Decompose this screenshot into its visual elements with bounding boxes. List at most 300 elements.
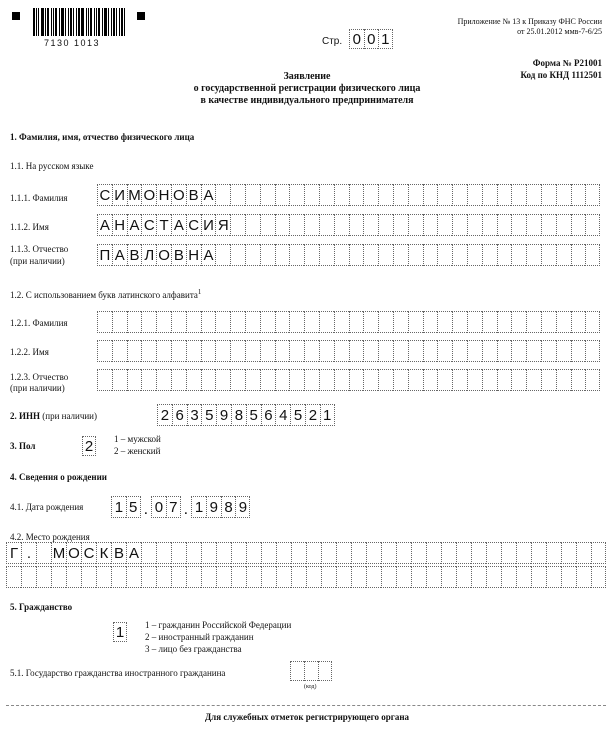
place-cell: О — [66, 542, 81, 564]
char-cell — [437, 369, 452, 391]
char-cell — [423, 184, 438, 206]
inn-digit-cell: 6 — [172, 404, 187, 426]
char-cell: Н — [186, 244, 201, 266]
char-cell — [571, 311, 586, 333]
char-cell — [245, 311, 260, 333]
date-digit-cell: 9 — [206, 496, 221, 518]
char-cell — [289, 244, 304, 266]
char-cell — [319, 340, 334, 362]
gender-label: 3. Пол — [10, 441, 36, 451]
code-cell — [304, 661, 318, 681]
char-cell — [363, 311, 378, 333]
char-cell — [482, 369, 497, 391]
page-label: Стр. — [322, 36, 343, 47]
char-cell — [571, 340, 586, 362]
place-cell — [546, 542, 561, 564]
char-cell — [363, 340, 378, 362]
char-cell — [186, 311, 201, 333]
date-digit-cell: 1 — [111, 496, 126, 518]
barcode-bar — [76, 8, 77, 36]
foreign-country-label: 5.1. Государство гражданства иностранного гражданина — [10, 668, 226, 678]
title-line1: Заявление — [283, 71, 331, 82]
char-cell — [156, 311, 171, 333]
char-cell — [556, 244, 571, 266]
place-cell — [36, 542, 51, 564]
place-cell — [411, 542, 426, 564]
char-cell — [289, 369, 304, 391]
char-cell: Л — [141, 244, 156, 266]
char-cell — [526, 369, 541, 391]
char-cell — [230, 214, 245, 236]
char-cell — [141, 340, 156, 362]
char-cell — [215, 369, 230, 391]
place-cell — [471, 566, 486, 588]
char-cell — [423, 340, 438, 362]
char-cell: А — [201, 244, 216, 266]
inn-label — [10, 411, 97, 421]
barcode-bar — [96, 8, 97, 36]
inn-digit-cell: 2 — [305, 404, 320, 426]
char-cell — [526, 311, 541, 333]
date-digit-cell: 0 — [151, 496, 166, 518]
place-cell — [141, 566, 156, 588]
char-cell — [452, 184, 467, 206]
place-cell — [546, 566, 561, 588]
char-cell — [201, 311, 216, 333]
char-cell — [452, 340, 467, 362]
section1-sub-ru: 1.1. На русском языке — [10, 161, 94, 171]
birth-date-field[interactable] — [111, 495, 250, 519]
place-cell: М — [51, 542, 66, 564]
char-cell: В — [186, 184, 201, 206]
patronymic-field[interactable] — [97, 244, 600, 266]
place-cell — [396, 566, 411, 588]
char-cell — [186, 369, 201, 391]
char-cell — [230, 340, 245, 362]
place-cell — [351, 566, 366, 588]
place-cell — [441, 566, 456, 588]
barcode-bar — [102, 8, 103, 36]
char-cell: О — [141, 184, 156, 206]
place-cell — [531, 566, 546, 588]
surname-label: 1.1.1. Фамилия — [10, 193, 68, 203]
place-cell: . — [21, 542, 36, 564]
barcode-bar — [45, 8, 46, 36]
name-label: 1.1.2. Имя — [10, 222, 49, 232]
char-cell — [215, 244, 230, 266]
char-cell — [127, 340, 142, 362]
place-cell — [336, 566, 351, 588]
place-cell — [291, 566, 306, 588]
barcode-bar — [33, 8, 35, 36]
place-cell — [426, 542, 441, 564]
place-cell — [486, 566, 501, 588]
place-cell — [231, 542, 246, 564]
char-cell — [245, 369, 260, 391]
char-cell — [363, 214, 378, 236]
date-separator: . — [183, 501, 189, 518]
citizenship-opt3: 3 – лицо без гражданства — [145, 644, 242, 654]
place-cell — [156, 566, 171, 588]
barcode-bar — [65, 8, 66, 36]
char-cell — [541, 311, 556, 333]
char-cell: Н — [112, 214, 127, 236]
citizenship-heading: 5. Гражданство — [10, 602, 73, 612]
char-cell — [408, 244, 423, 266]
place-cell — [516, 566, 531, 588]
char-cell — [541, 369, 556, 391]
lat-patronymic-field[interactable] — [97, 369, 600, 391]
char-cell — [393, 369, 408, 391]
title-line3: в качестве индивидуального предпринимателя — [200, 95, 414, 106]
corner-marker-left — [12, 12, 20, 20]
gender-opt2: 2 – женский — [114, 446, 161, 456]
char-cell — [393, 340, 408, 362]
place-cell — [21, 566, 36, 588]
place-cell — [591, 542, 606, 564]
place-cell — [261, 566, 276, 588]
char-cell — [437, 311, 452, 333]
char-cell — [585, 311, 600, 333]
appendix-line2: от 25.01.2012 ммв-7-6/25 — [517, 27, 602, 36]
place-cell — [501, 566, 516, 588]
char-cell: Я — [215, 214, 230, 236]
page-number-field — [349, 29, 393, 49]
place-cell — [246, 566, 261, 588]
place-cell — [576, 542, 591, 564]
inn-digit-cell: 4 — [275, 404, 290, 426]
char-cell — [423, 214, 438, 236]
place-cell: С — [81, 542, 96, 564]
place-cell — [291, 542, 306, 564]
char-cell — [467, 369, 482, 391]
char-cell: А — [112, 244, 127, 266]
birth-day[interactable] — [111, 496, 141, 518]
char-cell — [571, 184, 586, 206]
place-cell — [381, 566, 396, 588]
char-cell — [482, 244, 497, 266]
char-cell — [556, 369, 571, 391]
place-cell — [441, 542, 456, 564]
char-cell — [497, 340, 512, 362]
char-cell — [260, 244, 275, 266]
char-cell — [585, 214, 600, 236]
char-cell — [511, 311, 526, 333]
place-cell — [561, 542, 576, 564]
barcode-bar — [108, 8, 109, 36]
barcode-bar — [38, 8, 39, 36]
form-number: Форма № Р21001 — [532, 58, 602, 68]
char-cell — [393, 214, 408, 236]
char-cell: С — [186, 214, 201, 236]
char-cell — [378, 184, 393, 206]
place-cell — [426, 566, 441, 588]
place-cell — [366, 566, 381, 588]
char-cell — [585, 340, 600, 362]
char-cell: А — [127, 214, 142, 236]
char-cell — [215, 311, 230, 333]
place-cell — [486, 542, 501, 564]
char-cell — [393, 244, 408, 266]
gender-opt1: 1 – мужской — [114, 434, 161, 444]
appendix-line1: Приложение № 13 к Приказу ФНС России — [457, 17, 602, 26]
char-cell — [97, 311, 112, 333]
char-cell — [112, 340, 127, 362]
char-cell — [571, 244, 586, 266]
char-cell: В — [171, 244, 186, 266]
char-cell: Н — [156, 184, 171, 206]
char-cell — [378, 340, 393, 362]
patronymic-label: 1.1.3. Отчество — [10, 244, 69, 254]
char-cell — [452, 369, 467, 391]
inn-label-num: 2. ИНН — [10, 411, 41, 421]
citizenship-field[interactable] — [113, 622, 127, 642]
code-cell — [290, 661, 304, 681]
char-cell — [97, 340, 112, 362]
barcode-bar — [124, 8, 125, 36]
char-cell — [275, 244, 290, 266]
char-cell — [482, 340, 497, 362]
place-cell — [531, 542, 546, 564]
place-cell — [216, 566, 231, 588]
char-cell — [497, 244, 512, 266]
char-cell — [127, 369, 142, 391]
char-cell — [171, 340, 186, 362]
char-cell — [408, 369, 423, 391]
place-cell: В — [111, 542, 126, 564]
char-cell — [334, 311, 349, 333]
place-cell — [171, 566, 186, 588]
birth-place-field-row1[interactable] — [6, 542, 606, 564]
char-cell — [334, 369, 349, 391]
char-cell — [127, 311, 142, 333]
char-cell — [423, 369, 438, 391]
char-cell — [482, 184, 497, 206]
char-cell: А — [171, 214, 186, 236]
char-cell — [230, 311, 245, 333]
birth-date-label: 4.1. Дата рождения — [10, 502, 84, 512]
barcode-bar — [41, 8, 44, 36]
char-cell — [260, 369, 275, 391]
char-cell — [408, 340, 423, 362]
place-cell — [231, 566, 246, 588]
char-cell — [541, 340, 556, 362]
gender-field[interactable] — [82, 436, 96, 456]
surname-field[interactable] — [97, 184, 600, 206]
char-cell — [304, 244, 319, 266]
service-notes-label: Для служебных отметок регистрирующего органа — [204, 712, 410, 722]
char-cell — [156, 340, 171, 362]
place-cell — [201, 542, 216, 564]
barcode-bar — [94, 8, 95, 36]
char-cell — [497, 184, 512, 206]
char-cell — [260, 184, 275, 206]
char-cell — [245, 340, 260, 362]
barcode-bar — [88, 8, 89, 36]
char-cell — [141, 311, 156, 333]
char-cell — [201, 369, 216, 391]
barcode-bar — [55, 8, 57, 36]
char-cell — [230, 244, 245, 266]
char-cell — [156, 369, 171, 391]
char-cell — [215, 340, 230, 362]
char-cell — [437, 244, 452, 266]
lat-name-label: 1.2.2. Имя — [10, 347, 49, 357]
char-cell — [230, 184, 245, 206]
char-cell — [437, 340, 452, 362]
char-cell — [482, 311, 497, 333]
birth-place-field-row2[interactable] — [6, 566, 606, 588]
inn-digit-cell: 3 — [187, 404, 202, 426]
char-cell — [467, 244, 482, 266]
char-cell — [112, 311, 127, 333]
place-cell — [576, 566, 591, 588]
char-cell: О — [171, 184, 186, 206]
char-cell — [275, 311, 290, 333]
birth-month[interactable] — [151, 496, 181, 518]
place-cell — [561, 566, 576, 588]
place-cell — [6, 566, 21, 588]
inn-label-hint: (при наличии) — [42, 411, 97, 421]
char-cell — [556, 340, 571, 362]
barcode-bar — [68, 8, 69, 36]
date-digit-cell: 7 — [166, 496, 181, 518]
birth-place-label: 4.2. Место рождения — [10, 532, 90, 542]
char-cell — [349, 369, 364, 391]
char-cell — [467, 184, 482, 206]
place-cell — [141, 542, 156, 564]
char-cell — [408, 311, 423, 333]
date-digit-cell: 9 — [235, 496, 250, 518]
char-cell — [556, 214, 571, 236]
place-cell: К — [96, 542, 111, 564]
char-cell — [201, 340, 216, 362]
barcode-bar — [113, 8, 115, 36]
char-cell — [334, 184, 349, 206]
page-digit-cell: 0 — [364, 29, 379, 49]
char-cell — [511, 184, 526, 206]
place-cell — [516, 542, 531, 564]
char-cell — [319, 369, 334, 391]
place-cell — [321, 542, 336, 564]
char-cell — [526, 340, 541, 362]
char-cell — [215, 184, 230, 206]
place-cell — [456, 566, 471, 588]
char-cell — [378, 244, 393, 266]
char-cell — [171, 311, 186, 333]
char-cell — [482, 214, 497, 236]
name-field[interactable] — [97, 214, 600, 236]
char-cell — [319, 184, 334, 206]
barcode-bar — [111, 8, 112, 36]
barcode-bar — [61, 8, 64, 36]
char-cell — [408, 184, 423, 206]
place-cell: Г — [6, 542, 21, 564]
char-cell — [334, 244, 349, 266]
place-cell — [111, 566, 126, 588]
char-cell — [260, 311, 275, 333]
char-cell — [452, 311, 467, 333]
char-cell — [275, 340, 290, 362]
char-cell — [289, 184, 304, 206]
barcode-image — [33, 8, 129, 36]
barcode-bar — [121, 8, 123, 36]
char-cell — [541, 184, 556, 206]
section1-sub-lat-text: 1.2. С использованием букв латинского алфавита — [10, 290, 198, 300]
char-cell — [245, 214, 260, 236]
char-cell — [467, 214, 482, 236]
char-cell — [497, 369, 512, 391]
char-cell — [186, 340, 201, 362]
barcode-bar — [116, 8, 117, 36]
place-cell — [591, 566, 606, 588]
birth-year[interactable] — [191, 496, 250, 518]
char-cell — [393, 184, 408, 206]
place-cell — [186, 542, 201, 564]
inn-digit-cell: 8 — [231, 404, 246, 426]
place-cell — [216, 542, 231, 564]
place-cell — [51, 566, 66, 588]
inn-digit-cell: 2 — [157, 404, 172, 426]
lat-name-field[interactable] — [97, 340, 600, 362]
foreign-country-code-field[interactable] — [290, 661, 332, 681]
char-cell: С — [97, 184, 112, 206]
lat-patronymic-hint: (при наличии) — [10, 383, 65, 393]
char-cell — [230, 369, 245, 391]
barcode-bar — [73, 8, 74, 36]
char-cell — [260, 340, 275, 362]
corner-marker-right — [137, 12, 145, 20]
char-cell — [304, 184, 319, 206]
char-cell — [378, 214, 393, 236]
place-cell — [126, 566, 141, 588]
lat-surname-label: 1.2.1. Фамилия — [10, 318, 68, 328]
char-cell — [467, 340, 482, 362]
char-cell — [319, 311, 334, 333]
lat-surname-field[interactable] — [97, 311, 600, 333]
char-cell — [511, 244, 526, 266]
char-cell — [171, 369, 186, 391]
place-cell — [201, 566, 216, 588]
place-cell — [276, 542, 291, 564]
char-cell — [289, 311, 304, 333]
char-cell — [275, 214, 290, 236]
char-cell — [541, 214, 556, 236]
place-cell — [366, 542, 381, 564]
birth-heading: 4. Сведения о рождении — [10, 472, 107, 482]
char-cell — [526, 214, 541, 236]
char-cell: И — [112, 184, 127, 206]
char-cell — [393, 311, 408, 333]
place-cell — [321, 566, 336, 588]
char-cell — [349, 184, 364, 206]
char-cell — [437, 214, 452, 236]
char-cell: С — [141, 214, 156, 236]
place-cell — [501, 542, 516, 564]
char-cell — [511, 214, 526, 236]
date-digit-cell: 1 — [191, 496, 206, 518]
char-cell — [275, 369, 290, 391]
char-cell — [437, 184, 452, 206]
inn-digit-cell: 5 — [290, 404, 305, 426]
char-cell — [334, 340, 349, 362]
place-cell — [246, 542, 261, 564]
title-line2: о государственной регистрации физического лица — [193, 83, 421, 94]
char-cell — [452, 214, 467, 236]
char-cell — [245, 244, 260, 266]
inn-field[interactable] — [157, 404, 335, 426]
char-cell — [349, 311, 364, 333]
